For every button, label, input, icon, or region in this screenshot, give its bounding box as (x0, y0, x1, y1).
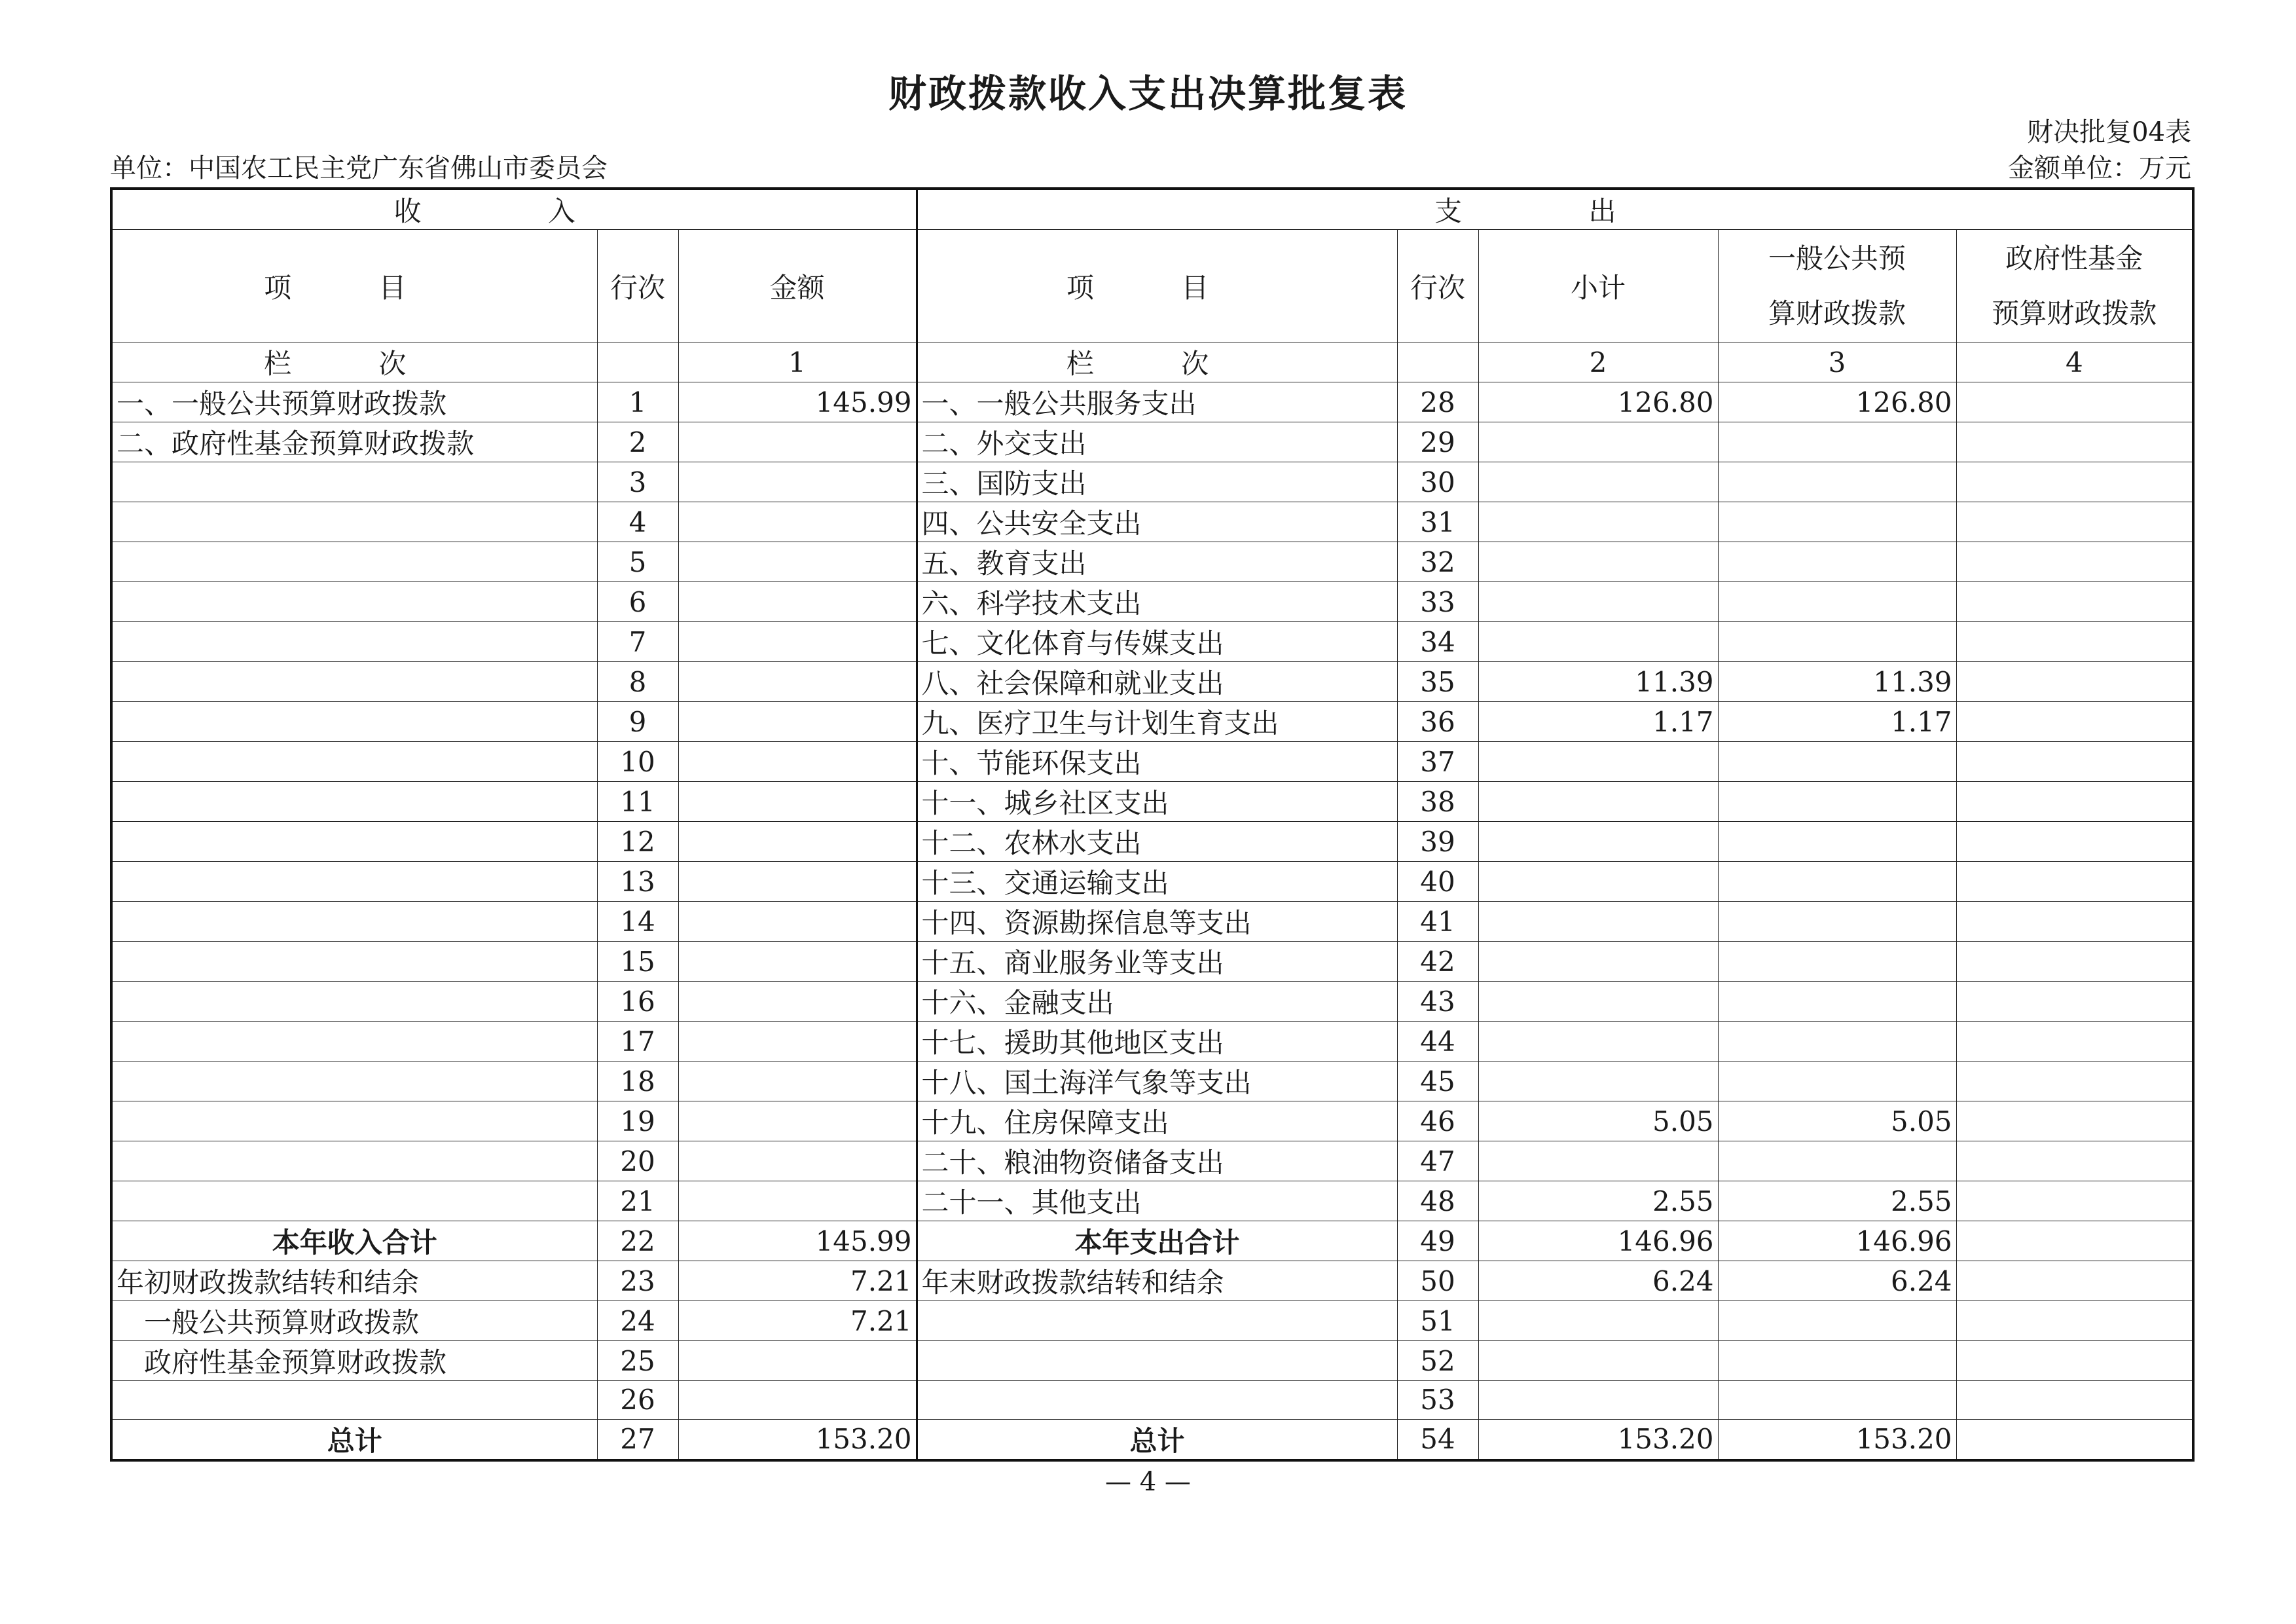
table-row (111, 1301, 2193, 1341)
income-amount-cell (678, 1141, 917, 1181)
income-amount-cell: 145.99 (678, 382, 917, 422)
gov-fund-cell (1956, 982, 2193, 1022)
income-amount-cell: 7.21 (678, 1261, 917, 1301)
income-line-no-cell: 18 (597, 1061, 678, 1101)
expense-item-cell: 十一、城乡社区支出 (917, 782, 1397, 822)
income-amount-cell (678, 502, 917, 542)
expense-item-cell: 十四、资源勘探信息等支出 (917, 902, 1397, 942)
gov-fund-cell (1956, 1181, 2193, 1221)
income-line-no-cell: 17 (597, 1022, 678, 1061)
income-line-no-cell: 5 (597, 542, 678, 582)
general-public-header: 一般公共预 算财政拨款 (1718, 230, 1956, 342)
subtotal-cell: 153.20 (1478, 1419, 1718, 1460)
expense-line-no-cell: 54 (1397, 1419, 1478, 1460)
income-amount-header: 金额 (678, 230, 917, 342)
expense-line-no-cell: 49 (1397, 1221, 1478, 1261)
expense-line-no-cell: 53 (1397, 1381, 1478, 1420)
expense-item-cell: 一、一般公共服务支出 (917, 382, 1397, 422)
income-item-cell (111, 822, 597, 862)
income-item-cell (111, 942, 597, 982)
subtotal-cell (1478, 782, 1718, 822)
income-amount-cell (678, 1381, 917, 1420)
expense-item-cell: 二十、粮油物资储备支出 (917, 1141, 1397, 1181)
table-row (111, 382, 2193, 422)
income-line-no-cell: 15 (597, 942, 678, 982)
income-item-cell (111, 1061, 597, 1101)
income-item-cell: 政府性基金预算财政拨款 (111, 1341, 597, 1381)
expense-line-no-cell: 29 (1397, 422, 1478, 462)
income-item-header: 项 目 (111, 230, 597, 342)
subtotal-cell (1478, 1022, 1718, 1061)
general-public-cell (1718, 982, 1956, 1022)
table-row (111, 1061, 2193, 1101)
general-public-cell (1718, 542, 1956, 582)
gov-fund-cell (1956, 942, 2193, 982)
general-public-cell (1718, 742, 1956, 782)
general-public-cell (1718, 822, 1956, 862)
subtotal-header: 小计 (1478, 230, 1718, 342)
table-row (111, 742, 2193, 782)
income-item-cell (111, 862, 597, 902)
subtotal-cell: 146.96 (1478, 1221, 1718, 1261)
gov-fund-cell (1956, 582, 2193, 622)
income-item-cell (111, 542, 597, 582)
expense-line-no-cell: 39 (1397, 822, 1478, 862)
table-row (111, 1381, 2193, 1420)
gov-fund-cell (1956, 1221, 2193, 1261)
income-item-cell: 本年收入合计 (111, 1221, 597, 1261)
income-line-no-cell: 11 (597, 782, 678, 822)
income-item-cell (111, 662, 597, 702)
unit-label: 单位：中国农工民主党广东省佛山市委员会 (110, 153, 608, 183)
table-row (111, 942, 2193, 982)
expense-line-no-cell: 41 (1397, 902, 1478, 942)
subtotal-cell (1478, 1301, 1718, 1341)
subtotal-cell (1478, 1141, 1718, 1181)
gov-fund-cell (1956, 382, 2193, 422)
general-public-cell: 5.05 (1718, 1101, 1956, 1141)
general-public-cell (1718, 1061, 1956, 1101)
gov-fund-cell (1956, 542, 2193, 582)
income-amount-cell (678, 622, 917, 662)
gov-fund-cell (1956, 1301, 2193, 1341)
general-public-cell: 146.96 (1718, 1221, 1956, 1261)
subtotal-cell (1478, 422, 1718, 462)
expense-line-no-cell: 36 (1397, 702, 1478, 742)
expense-section-header: 支 出 (917, 189, 2193, 230)
subtotal-cell (1478, 902, 1718, 942)
income-line-no-cell: 1 (597, 382, 678, 422)
general-public-cell (1718, 502, 1956, 542)
subtotal-cell: 11.39 (1478, 662, 1718, 702)
expense-line-no-cell: 40 (1397, 862, 1478, 902)
gov-fund-cell (1956, 702, 2193, 742)
income-amount-cell: 153.20 (678, 1419, 917, 1460)
subtotal-cell (1478, 622, 1718, 662)
expense-item-cell: 十八、国土海洋气象等支出 (917, 1061, 1397, 1101)
income-item-cell: 一、一般公共预算财政拨款 (111, 382, 597, 422)
general-public-cell: 1.17 (1718, 702, 1956, 742)
income-amount-cell (678, 422, 917, 462)
subtotal-cell: 126.80 (1478, 382, 1718, 422)
income-item-cell (111, 1101, 597, 1141)
income-line-no-cell: 3 (597, 462, 678, 502)
income-line-no-cell: 7 (597, 622, 678, 662)
table-row (111, 462, 2193, 502)
expense-item-cell: 三、国防支出 (917, 462, 1397, 502)
expense-line-no-cell: 42 (1397, 942, 1478, 982)
expense-item-cell: 十五、商业服务业等支出 (917, 942, 1397, 982)
table-row (111, 582, 2193, 622)
income-line-no-cell: 8 (597, 662, 678, 702)
general-public-cell: 11.39 (1718, 662, 1956, 702)
income-amount-cell: 145.99 (678, 1221, 917, 1261)
form-code: 财决批复04表 (2027, 117, 2191, 147)
income-line-no-cell: 2 (597, 422, 678, 462)
gov-fund-cell (1956, 462, 2193, 502)
document-title: 财政拨款收入支出决算批复表 (888, 71, 1408, 116)
expense-line-no-cell: 45 (1397, 1061, 1478, 1101)
expense-item-cell: 年末财政拨款结转和结余 (917, 1261, 1397, 1301)
income-item-cell (111, 622, 597, 662)
general-public-cell: 153.20 (1718, 1419, 1956, 1460)
general-public-cell (1718, 1141, 1956, 1181)
income-item-cell (111, 742, 597, 782)
column-index-subtotal: 2 (1478, 342, 1718, 382)
gov-fund-cell (1956, 1341, 2193, 1381)
subtotal-cell: 6.24 (1478, 1261, 1718, 1301)
income-item-cell (111, 1141, 597, 1181)
table-row (111, 662, 2193, 702)
expense-item-cell: 四、公共安全支出 (917, 502, 1397, 542)
expense-line-no-cell: 52 (1397, 1341, 1478, 1381)
general-public-cell: 2.55 (1718, 1181, 1956, 1221)
income-line-no-cell: 16 (597, 982, 678, 1022)
subtotal-cell (1478, 942, 1718, 982)
subtotal-cell (1478, 982, 1718, 1022)
table-row (111, 1221, 2193, 1261)
gov-fund-cell (1956, 742, 2193, 782)
gov-fund-cell (1956, 1022, 2193, 1061)
table-row (111, 622, 2193, 662)
subtotal-cell (1478, 742, 1718, 782)
gov-fund-cell (1956, 862, 2193, 902)
expense-item-cell (917, 1301, 1397, 1341)
income-item-cell (111, 1381, 597, 1420)
income-amount-cell (678, 1061, 917, 1101)
expense-line-no-cell: 47 (1397, 1141, 1478, 1181)
gov-fund-cell (1956, 1419, 2193, 1460)
expense-line-no-cell: 30 (1397, 462, 1478, 502)
income-column-index-empty (597, 342, 678, 382)
income-item-cell (111, 582, 597, 622)
general-public-cell (1718, 1341, 1956, 1381)
income-item-cell: 总计 (111, 1419, 597, 1460)
gov-fund-cell (1956, 422, 2193, 462)
income-item-cell: 二、政府性基金预算财政拨款 (111, 422, 597, 462)
expense-item-cell: 十七、援助其他地区支出 (917, 1022, 1397, 1061)
income-item-cell (111, 1022, 597, 1061)
gov-fund-cell (1956, 902, 2193, 942)
expense-item-cell: 二、外交支出 (917, 422, 1397, 462)
table-row (111, 422, 2193, 462)
income-line-no-cell: 6 (597, 582, 678, 622)
table-row (111, 1419, 2193, 1460)
table-row (111, 1181, 2193, 1221)
expense-column-index-empty (1397, 342, 1478, 382)
general-public-cell (1718, 862, 1956, 902)
expense-line-no-cell: 44 (1397, 1022, 1478, 1061)
income-line-no-cell: 26 (597, 1381, 678, 1420)
table-row (111, 982, 2193, 1022)
expense-item-cell: 十二、农林水支出 (917, 822, 1397, 862)
table-row (111, 902, 2193, 942)
general-public-cell (1718, 622, 1956, 662)
income-line-no-cell: 12 (597, 822, 678, 862)
income-item-cell (111, 702, 597, 742)
income-amount-cell (678, 1101, 917, 1141)
income-amount-cell (678, 582, 917, 622)
income-line-no-cell: 19 (597, 1101, 678, 1141)
expense-line-no-header: 行次 (1397, 230, 1478, 342)
subtotal-cell (1478, 542, 1718, 582)
income-amount-cell (678, 782, 917, 822)
income-amount-cell (678, 702, 917, 742)
income-amount-cell (678, 1341, 917, 1381)
table-row (111, 1141, 2193, 1181)
subtotal-cell (1478, 862, 1718, 902)
expense-item-cell: 本年支出合计 (917, 1221, 1397, 1261)
expense-line-no-cell: 28 (1397, 382, 1478, 422)
income-amount-cell (678, 542, 917, 582)
expense-item-cell: 七、文化体育与传媒支出 (917, 622, 1397, 662)
gov-fund-cell (1956, 622, 2193, 662)
gov-fund-cell (1956, 1061, 2193, 1101)
table-row (111, 1261, 2193, 1301)
gov-fund-cell (1956, 1141, 2193, 1181)
subtotal-cell (1478, 502, 1718, 542)
income-amount-cell (678, 822, 917, 862)
expense-line-no-cell: 51 (1397, 1301, 1478, 1341)
table-row (111, 1022, 2193, 1061)
income-item-cell: 一般公共预算财政拨款 (111, 1301, 597, 1341)
expense-item-cell: 六、科学技术支出 (917, 582, 1397, 622)
income-line-no-cell: 21 (597, 1181, 678, 1221)
expense-item-cell: 八、社会保障和就业支出 (917, 662, 1397, 702)
subtotal-cell (1478, 1381, 1718, 1420)
subtotal-cell: 5.05 (1478, 1101, 1718, 1141)
income-amount-cell (678, 662, 917, 702)
gov-fund-cell (1956, 502, 2193, 542)
expense-line-no-cell: 31 (1397, 502, 1478, 542)
amount-unit: 金额单位：万元 (2008, 153, 2191, 183)
general-public-cell (1718, 422, 1956, 462)
income-line-no-header: 行次 (597, 230, 678, 342)
income-amount-cell (678, 942, 917, 982)
income-amount-cell (678, 462, 917, 502)
expense-line-no-cell: 50 (1397, 1261, 1478, 1301)
income-line-no-cell: 27 (597, 1419, 678, 1460)
subtotal-cell (1478, 1061, 1718, 1101)
general-public-cell (1718, 1022, 1956, 1061)
income-line-no-cell: 20 (597, 1141, 678, 1181)
subtotal-cell (1478, 1341, 1718, 1381)
income-line-no-cell: 23 (597, 1261, 678, 1301)
expense-item-header: 项 目 (917, 230, 1397, 342)
gov-fund-header: 政府性基金 预算财政拨款 (1956, 230, 2193, 342)
general-public-cell: 126.80 (1718, 382, 1956, 422)
income-item-cell (111, 982, 597, 1022)
expense-item-cell: 十六、金融支出 (917, 982, 1397, 1022)
gov-fund-cell (1956, 1381, 2193, 1420)
expense-line-no-cell: 46 (1397, 1101, 1478, 1141)
income-item-cell (111, 1181, 597, 1221)
income-amount-cell: 7.21 (678, 1301, 917, 1341)
expense-item-cell: 五、教育支出 (917, 542, 1397, 582)
table-row (111, 542, 2193, 582)
income-amount-cell (678, 982, 917, 1022)
income-amount-cell (678, 902, 917, 942)
expense-item-cell: 十三、交通运输支出 (917, 862, 1397, 902)
subtotal-cell (1478, 822, 1718, 862)
approval-table (110, 187, 2195, 1462)
expense-line-no-cell: 38 (1397, 782, 1478, 822)
expense-line-no-cell: 48 (1397, 1181, 1478, 1221)
income-line-no-cell: 13 (597, 862, 678, 902)
expense-line-no-cell: 33 (1397, 582, 1478, 622)
expense-item-cell: 九、医疗卫生与计划生育支出 (917, 702, 1397, 742)
table-row (111, 502, 2193, 542)
expense-line-no-cell: 43 (1397, 982, 1478, 1022)
subtotal-cell: 2.55 (1478, 1181, 1718, 1221)
table-row (111, 862, 2193, 902)
income-line-no-cell: 9 (597, 702, 678, 742)
income-amount-cell (678, 862, 917, 902)
general-public-cell (1718, 582, 1956, 622)
general-public-cell: 6.24 (1718, 1261, 1956, 1301)
income-line-no-cell: 14 (597, 902, 678, 942)
table-row (111, 1101, 2193, 1141)
income-column-index-amount: 1 (678, 342, 917, 382)
subtotal-cell (1478, 582, 1718, 622)
expense-line-no-cell: 32 (1397, 542, 1478, 582)
expense-item-cell: 十九、住房保障支出 (917, 1101, 1397, 1141)
column-index-gov-fund: 4 (1956, 342, 2193, 382)
general-public-cell (1718, 782, 1956, 822)
gov-fund-cell (1956, 822, 2193, 862)
expense-item-cell (917, 1381, 1397, 1420)
income-amount-cell (678, 1181, 917, 1221)
gov-fund-cell (1956, 1261, 2193, 1301)
income-line-no-cell: 25 (597, 1341, 678, 1381)
general-public-cell (1718, 942, 1956, 982)
table-row (111, 822, 2193, 862)
income-amount-cell (678, 742, 917, 782)
page-number: — 4 — (1105, 1467, 1191, 1497)
general-public-cell (1718, 1301, 1956, 1341)
expense-item-cell (917, 1341, 1397, 1381)
expense-column-index-label: 栏 次 (917, 342, 1397, 382)
expense-line-no-cell: 34 (1397, 622, 1478, 662)
income-item-cell (111, 782, 597, 822)
gov-fund-cell (1956, 1101, 2193, 1141)
table-row (111, 782, 2193, 822)
table-row (111, 1341, 2193, 1381)
income-item-cell (111, 462, 597, 502)
column-index-general-public: 3 (1718, 342, 1956, 382)
expense-item-cell: 十、节能环保支出 (917, 742, 1397, 782)
income-amount-cell (678, 1022, 917, 1061)
income-column-index-label: 栏 次 (111, 342, 597, 382)
income-item-cell (111, 902, 597, 942)
general-public-cell (1718, 902, 1956, 942)
gov-fund-cell (1956, 782, 2193, 822)
income-section-header: 收 入 (111, 189, 917, 230)
income-line-no-cell: 4 (597, 502, 678, 542)
table-row (111, 702, 2193, 742)
expense-line-no-cell: 37 (1397, 742, 1478, 782)
income-item-cell: 年初财政拨款结转和结余 (111, 1261, 597, 1301)
expense-item-cell: 二十一、其他支出 (917, 1181, 1397, 1221)
subtotal-cell: 1.17 (1478, 702, 1718, 742)
general-public-cell (1718, 1381, 1956, 1420)
income-line-no-cell: 10 (597, 742, 678, 782)
general-public-cell (1718, 462, 1956, 502)
subtotal-cell (1478, 462, 1718, 502)
income-item-cell (111, 502, 597, 542)
expense-item-cell: 总计 (917, 1419, 1397, 1460)
income-line-no-cell: 24 (597, 1301, 678, 1341)
income-line-no-cell: 22 (597, 1221, 678, 1261)
expense-line-no-cell: 35 (1397, 662, 1478, 702)
gov-fund-cell (1956, 662, 2193, 702)
